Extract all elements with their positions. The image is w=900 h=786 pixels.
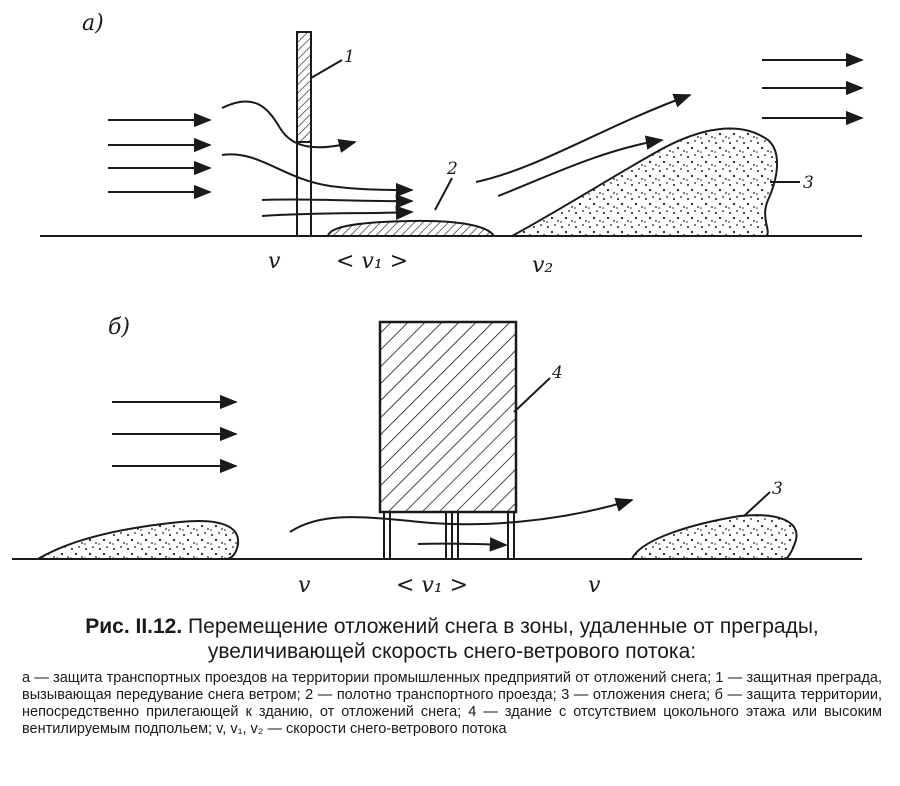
panel-b-label: б): [108, 315, 131, 340]
velocity-v1-b: < v₁ >: [396, 573, 469, 598]
velocity-v-left-b: v: [298, 573, 311, 598]
velocity-v-right-b: v: [588, 573, 601, 598]
velocity-v1-a: < v₁ >: [336, 249, 409, 274]
velocity-v2-a: v₂: [532, 253, 554, 278]
panel-a-label: а): [82, 11, 104, 36]
protective-barrier: [297, 32, 342, 236]
snow-deposit-right-b: [632, 492, 797, 559]
caption-body: а — защита транспортных проездов на территории промышленных предприятий от отложений снега; 1 — защитная преграда, вызывающая передувание снега ветром; 2 — полотно транспортного проезда; 3 — отложения снега; б — защита территории, непосредственно прилегающей к зданию, от отложений снега; 4 — здание с отсутствием цокольного этажа или высоким вентилируемым подпольем; v, v₁, v₂ — скорости снего-ветрового потока: [22, 670, 882, 737]
caption-figure-number: Рис. II.12.: [85, 615, 183, 638]
caption-title-text: Перемещение отложений снега в зоны, удаленные от преграды, увеличивающей скорость снего-ветрового потока:: [188, 615, 819, 663]
velocity-v-a: v: [268, 249, 281, 274]
road-surface: [328, 178, 494, 236]
figure-caption: [22, 614, 882, 738]
marker-2: 2: [447, 159, 458, 179]
marker-4: 4: [552, 363, 563, 383]
wind-arrows-incoming-b: [112, 402, 236, 466]
wind-arrows-outgoing-a: [762, 60, 862, 118]
caption-title: [22, 614, 882, 664]
marker-3-b: 3: [772, 479, 783, 499]
snow-deposit-a: [512, 129, 800, 236]
marker-3-a: 3: [803, 173, 814, 193]
snow-deposit-left-b: [38, 521, 238, 559]
marker-1: 1: [344, 47, 355, 67]
wind-arrows-incoming-a: [108, 120, 210, 192]
